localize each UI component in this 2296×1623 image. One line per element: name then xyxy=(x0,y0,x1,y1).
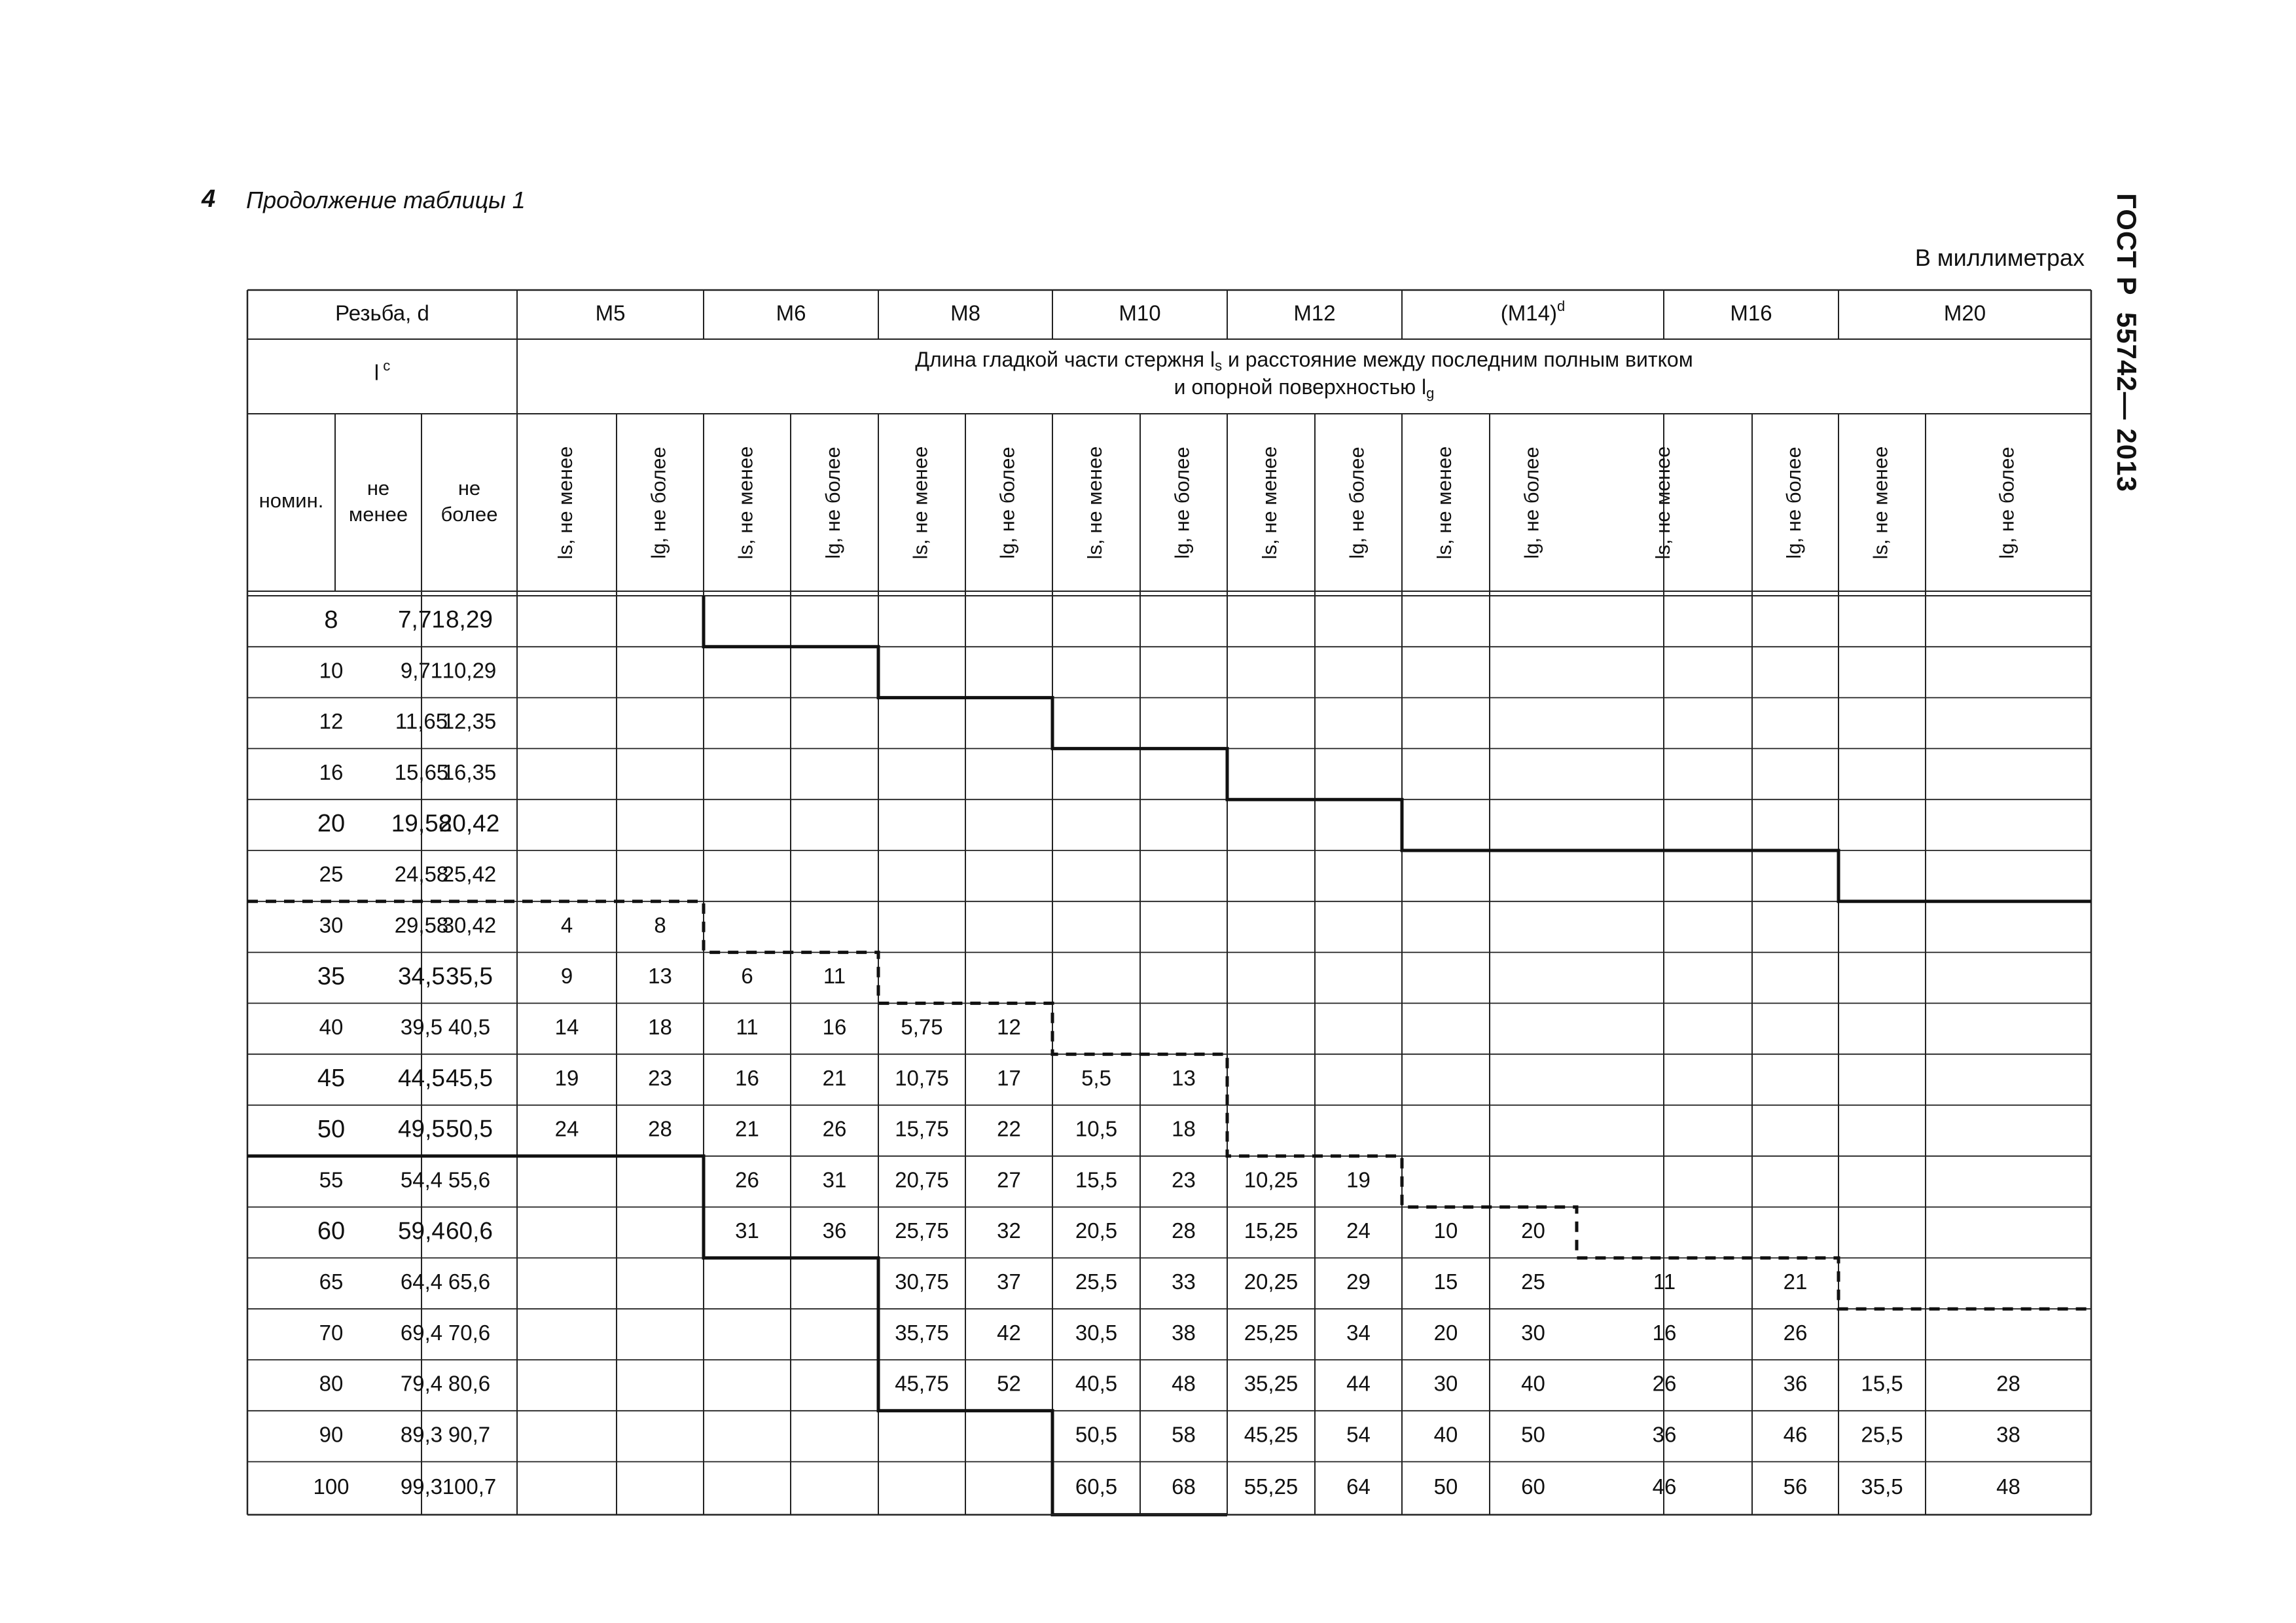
lg-value: 25 xyxy=(1521,1269,1545,1294)
nominal-length: 60 xyxy=(317,1217,346,1245)
ls-column-header: ls, не менее xyxy=(734,446,757,560)
lg-value: 22 xyxy=(997,1116,1021,1141)
nominal-length: 12 xyxy=(319,709,344,734)
min-header-line2: менее xyxy=(348,503,408,526)
lg-value: 29 xyxy=(1346,1269,1371,1294)
thread-size-label: Резьба, d xyxy=(335,301,429,325)
lg-value: 31 xyxy=(822,1167,847,1192)
nominal-length: 100 xyxy=(313,1474,350,1499)
ls-value: 35,75 xyxy=(895,1320,949,1345)
ls-value: 21 xyxy=(735,1116,759,1141)
ls-value: 15,75 xyxy=(895,1116,949,1141)
length-description-line2: и опорной поверхностью $l_g$ xyxy=(1174,375,1435,401)
lg-value: 60 xyxy=(1521,1474,1545,1499)
lg-column-header: lg, не более xyxy=(647,447,670,559)
max-length: 30,42 xyxy=(442,913,497,938)
ls-column-header: ls, не менее xyxy=(908,446,932,560)
length-description-line1: Длина гладкой части стержня $l_s$ и расстояние между последним полным витком xyxy=(915,348,1693,374)
min-length: 44,5 xyxy=(397,1064,446,1091)
ls-value: 10,5 xyxy=(1075,1116,1118,1141)
lg-value: 58 xyxy=(1172,1422,1196,1447)
ls-value: 46 xyxy=(1652,1474,1677,1499)
min-length: 59,4 xyxy=(397,1217,446,1245)
max-length: 60,6 xyxy=(445,1217,493,1245)
min-length: 49,5 xyxy=(397,1115,446,1142)
ls-value: 14 xyxy=(554,1015,579,1040)
lg-value: 23 xyxy=(648,1065,672,1090)
standard-year: 2013 xyxy=(2111,428,2142,492)
ls-value: 20,75 xyxy=(895,1167,949,1192)
page-number: 4 xyxy=(202,185,216,213)
thread-size-m8: M8 xyxy=(950,301,980,325)
units-label: В миллиметрах xyxy=(1914,244,2085,271)
min-length: 54,4 xyxy=(400,1167,443,1192)
min-length: 7,71 xyxy=(397,606,446,633)
lg-value: 13 xyxy=(1172,1065,1196,1090)
max-length: 12,35 xyxy=(442,709,497,734)
lg-value: 36 xyxy=(822,1218,847,1243)
ls-value: 35,5 xyxy=(1861,1474,1903,1499)
ls-column-header: ls, не менее xyxy=(1433,446,1456,560)
lg-value: 32 xyxy=(997,1218,1021,1243)
standard-prefix: ГОСТ Р xyxy=(2111,193,2142,296)
lg-column-header: lg, не более xyxy=(996,447,1019,559)
ls-value: 16 xyxy=(1652,1320,1677,1345)
ls-value: 11 xyxy=(1653,1269,1676,1294)
ls-column-header: ls, не менее xyxy=(1258,446,1282,560)
ls-value: 5,5 xyxy=(1081,1065,1111,1090)
max-length: 90,7 xyxy=(448,1422,491,1447)
max-length: 25,42 xyxy=(442,862,497,886)
lg-value: 18 xyxy=(648,1015,672,1040)
ls-value: 35,25 xyxy=(1244,1371,1299,1396)
lg-value: 33 xyxy=(1172,1269,1196,1294)
ls-value: 10,25 xyxy=(1244,1167,1299,1192)
ls-value: 50,5 xyxy=(1075,1422,1118,1447)
nominal-length: 8 xyxy=(324,606,338,634)
ls-value: 45,75 xyxy=(895,1371,949,1396)
lg-value: 48 xyxy=(1172,1371,1196,1396)
ls-value: 11 xyxy=(736,1015,759,1040)
lg-value: 36 xyxy=(1783,1371,1808,1396)
nominal-length: 70 xyxy=(319,1320,344,1345)
lg-value: 24 xyxy=(1346,1218,1371,1243)
ls-value: 55,25 xyxy=(1244,1474,1299,1499)
ls-value: 24 xyxy=(554,1116,579,1141)
lg-value: 23 xyxy=(1172,1167,1196,1192)
lg-value: 26 xyxy=(822,1116,847,1141)
ls-value: 40,5 xyxy=(1075,1371,1118,1396)
ls-value: 31 xyxy=(735,1218,759,1243)
min-length: 19,58 xyxy=(391,809,452,837)
min-length: 9,71 xyxy=(400,658,443,683)
nominal-length: 35 xyxy=(317,962,346,991)
ls-value: 10,75 xyxy=(895,1065,949,1090)
lg-column-header: lg, не более xyxy=(1782,447,1806,559)
max-length: 45,5 xyxy=(445,1064,493,1091)
nominal-length: 90 xyxy=(319,1422,344,1447)
ls-value: 15,5 xyxy=(1861,1371,1903,1396)
lg-value: 50 xyxy=(1521,1422,1545,1447)
thread-size-m16: M16 xyxy=(1730,301,1772,325)
ls-column-header: ls, не менее xyxy=(554,446,577,560)
ls-column-header: ls, не менее xyxy=(1651,446,1675,560)
lg-value: 11 xyxy=(823,964,846,989)
lg-value: 16 xyxy=(822,1015,847,1040)
lg-column-header: lg, не более xyxy=(1170,447,1194,559)
min-length: 34,5 xyxy=(397,962,446,990)
lg-column-header: lg, не более xyxy=(821,447,845,559)
min-length: 11,65 xyxy=(395,709,448,734)
thread-size-m10: M10 xyxy=(1119,301,1161,325)
nominal-length: 40 xyxy=(319,1015,344,1040)
ls-value: 26 xyxy=(735,1167,759,1192)
lg-value: 13 xyxy=(648,964,672,989)
min-length: 69,4 xyxy=(400,1320,443,1345)
ls-value: 15 xyxy=(1433,1269,1458,1294)
min-length: 89,3 xyxy=(400,1422,443,1447)
max-length: 16,35 xyxy=(442,760,497,785)
lg-value: 48 xyxy=(1996,1474,2020,1499)
length-l-label: l $^c$ xyxy=(374,357,391,385)
lg-value: 68 xyxy=(1172,1474,1196,1499)
lg-value: 44 xyxy=(1346,1371,1371,1396)
lg-value: 20 xyxy=(1521,1218,1545,1243)
ls-value: 19 xyxy=(554,1065,579,1090)
thread-size-m14: $(M14)^d$ xyxy=(1500,297,1566,325)
ls-value: 4 xyxy=(560,913,573,938)
lg-value: 28 xyxy=(648,1116,672,1141)
lg-value: 12 xyxy=(997,1015,1021,1040)
ls-column-header: ls, не менее xyxy=(1869,446,1892,560)
lg-value: 19 xyxy=(1346,1167,1371,1192)
max-length: 55,6 xyxy=(448,1167,491,1192)
lg-value: 26 xyxy=(1783,1320,1808,1345)
max-length: 70,6 xyxy=(448,1320,491,1345)
nominal-length: 80 xyxy=(319,1371,344,1396)
ls-value: 20,25 xyxy=(1244,1269,1299,1294)
thread-size-m5: M5 xyxy=(595,301,626,325)
lg-value: 8 xyxy=(654,913,666,938)
max-length: 20,42 xyxy=(439,809,500,837)
ls-value: 25,5 xyxy=(1075,1269,1118,1294)
max-header-line1: не xyxy=(457,477,481,500)
nominal-length: 30 xyxy=(319,913,344,938)
table-continuation-label: Продолжение таблицы 1 xyxy=(246,187,526,213)
thread-size-m12: M12 xyxy=(1293,301,1336,325)
nominal-length: 55 xyxy=(319,1167,344,1192)
max-length: 35,5 xyxy=(445,962,493,990)
lg-value: 37 xyxy=(997,1269,1021,1294)
nominal-length: 65 xyxy=(319,1269,344,1294)
max-length: 10,29 xyxy=(442,658,497,683)
lg-value: 54 xyxy=(1346,1422,1371,1447)
thread-size-m20: M20 xyxy=(1943,301,1986,325)
ls-value: 36 xyxy=(1652,1422,1677,1447)
min-length: 79,4 xyxy=(400,1371,443,1396)
max-length: 100,7 xyxy=(442,1474,497,1499)
lg-value: 21 xyxy=(822,1065,847,1090)
nominal-length: 45 xyxy=(317,1065,346,1093)
max-header-line2: более xyxy=(440,503,498,526)
nominal-length: 10 xyxy=(319,658,344,683)
min-length: 39,5 xyxy=(400,1015,443,1040)
standard-number: 55742— xyxy=(2111,312,2142,420)
max-length: 65,6 xyxy=(448,1269,491,1294)
max-length: 50,5 xyxy=(445,1115,493,1142)
lg-value: 27 xyxy=(997,1167,1021,1192)
max-length: 8,29 xyxy=(445,606,493,633)
ls-value: 15,5 xyxy=(1075,1167,1118,1192)
lg-value: 30 xyxy=(1521,1320,1545,1345)
min-length: 29,58 xyxy=(394,913,449,938)
min-length: 99,3 xyxy=(400,1474,443,1499)
lg-value: 56 xyxy=(1783,1474,1808,1499)
ls-value: 30,75 xyxy=(895,1269,949,1294)
max-length: 40,5 xyxy=(448,1015,491,1040)
nominal-length: 20 xyxy=(317,810,346,838)
thread-size-m6: M6 xyxy=(776,301,806,325)
ls-column-header: ls, не менее xyxy=(1083,446,1107,560)
lg-column-header: lg, не более xyxy=(1520,447,1543,559)
nominal-length: 50 xyxy=(317,1115,346,1143)
lg-value: 52 xyxy=(997,1371,1021,1396)
ls-value: 50 xyxy=(1433,1474,1458,1499)
ls-value: 30,5 xyxy=(1075,1320,1118,1345)
lg-value: 18 xyxy=(1172,1116,1196,1141)
ls-value: 15,25 xyxy=(1244,1218,1299,1243)
ls-value: 16 xyxy=(735,1065,759,1090)
lg-value: 34 xyxy=(1346,1320,1371,1345)
ls-value: 20,5 xyxy=(1075,1218,1118,1243)
ls-value: 30 xyxy=(1433,1371,1458,1396)
min-header-line1: не xyxy=(367,477,390,500)
lg-value: 17 xyxy=(997,1065,1021,1090)
ls-value: 45,25 xyxy=(1244,1422,1299,1447)
lg-value: 38 xyxy=(1996,1422,2020,1447)
ls-value: 40 xyxy=(1433,1422,1458,1447)
min-length: 64,4 xyxy=(400,1269,443,1294)
nominal-length: 16 xyxy=(319,760,344,785)
max-length: 80,6 xyxy=(448,1371,491,1396)
ls-value: 60,5 xyxy=(1075,1474,1118,1499)
lg-value: 40 xyxy=(1521,1371,1545,1396)
lg-column-header: lg, не более xyxy=(1995,447,2018,559)
lg-value: 38 xyxy=(1172,1320,1196,1345)
lg-value: 28 xyxy=(1996,1371,2020,1396)
ls-value: 26 xyxy=(1652,1371,1677,1396)
ls-value: 25,5 xyxy=(1861,1422,1903,1447)
ls-value: 6 xyxy=(741,964,753,989)
min-length: 24,58 xyxy=(394,862,449,886)
ls-value: 25,25 xyxy=(1244,1320,1299,1345)
lg-value: 64 xyxy=(1346,1474,1371,1499)
nominal-header: номин. xyxy=(259,489,324,513)
lg-value: 21 xyxy=(1783,1269,1808,1294)
lg-column-header: lg, не более xyxy=(1345,447,1369,559)
min-length: 15,65 xyxy=(394,760,449,785)
ls-value: 9 xyxy=(560,964,573,989)
lg-value: 42 xyxy=(997,1320,1021,1345)
nominal-length: 25 xyxy=(319,862,344,886)
ls-value: 5,75 xyxy=(901,1015,943,1040)
lg-value: 28 xyxy=(1172,1218,1196,1243)
ls-value: 20 xyxy=(1433,1320,1458,1345)
lg-value: 46 xyxy=(1783,1422,1808,1447)
ls-value: 25,75 xyxy=(895,1218,949,1243)
ls-value: 10 xyxy=(1433,1218,1458,1243)
